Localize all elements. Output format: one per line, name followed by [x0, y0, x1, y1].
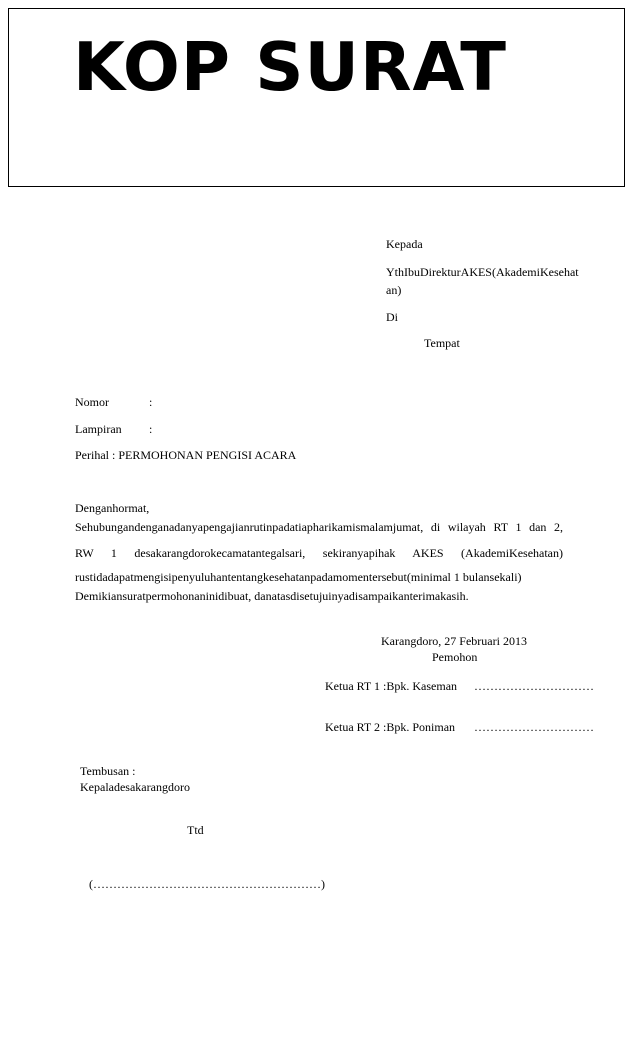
- place-date: Karangdoro, 27 Februari 2013: [381, 634, 527, 648]
- letterhead-title: KOP SURAT: [73, 28, 507, 106]
- ketua-rt1: Ketua RT 1 :Bpk. Kaseman: [325, 679, 458, 693]
- ketua-rt2-signature-line: …………………………: [474, 720, 594, 734]
- nomor-label: Nomor: [75, 395, 109, 409]
- recipient-di: Di: [386, 310, 398, 324]
- recipient-kepada: Kepada: [386, 237, 423, 251]
- tembusan-label: Tembusan :: [80, 764, 136, 778]
- ttd-label: Ttd: [187, 823, 204, 837]
- body-line-2: RW 1 desakarangdorokecamatantegalsari, sekiranyapihak AKES (AkademiKesehatan): [75, 546, 563, 560]
- recipient-line-1: YthIbuDirekturAKES(AkademiKesehat: [386, 265, 579, 279]
- lampiran-label: Lampiran: [75, 422, 122, 436]
- signature-blank-line: (…………………………………………………): [89, 877, 325, 891]
- recipient-line-2: an): [386, 283, 402, 297]
- pemohon-label: Pemohon: [432, 650, 478, 664]
- recipient-tempat: Tempat: [424, 336, 460, 350]
- closing-sentence: Demikiansuratpermohonaninidibuat, danatasdisetujuinyadisampaikanterimakasih.: [75, 589, 469, 603]
- perihal-line: Perihal : PERMOHONAN PENGISI ACARA: [75, 448, 297, 462]
- tembusan-recipient: Kepaladesakarangdoro: [80, 780, 190, 794]
- lampiran-colon: :: [149, 422, 153, 436]
- ketua-rt1-signature-line: …………………………: [474, 679, 594, 693]
- salutation: Denganhormat,: [75, 501, 150, 515]
- ketua-rt2: Ketua RT 2 :Bpk. Poniman: [325, 720, 456, 734]
- body-line-1: Sehubungandenganadanyapengajianrutinpadatiapharikamismalamjumat, di wilayah RT 1 dan 2,: [75, 520, 564, 534]
- nomor-colon: :: [149, 395, 153, 409]
- body-line-3: rustidadapatmengisipenyuluhantentangkesehatanpadamomentersebut(minimal 1 bulansekali): [75, 570, 522, 584]
- letterhead-box: [8, 8, 625, 187]
